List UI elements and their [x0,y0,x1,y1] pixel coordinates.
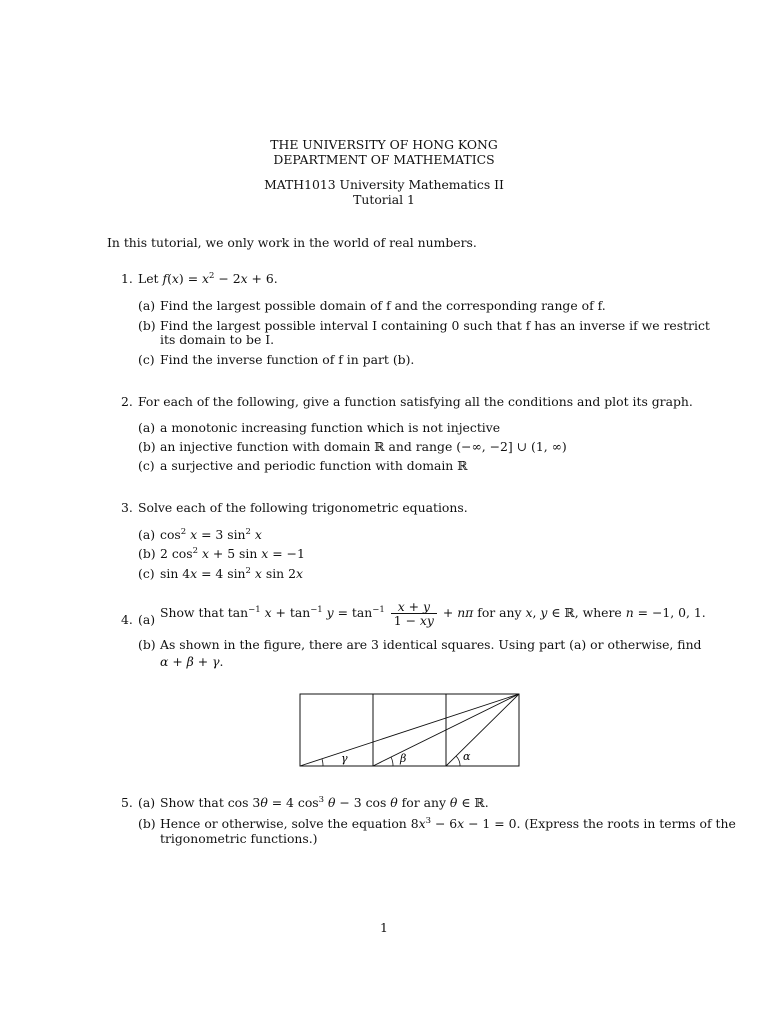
label-beta: β [400,752,407,765]
question-number: 3. [121,500,133,515]
part-text-continued: its domain to be I. [160,332,275,347]
question-number: 4. [121,612,133,627]
part-text: Hence or otherwise, solve the equation $8x^3 - 6x - 1 = 0$. (Express the roots in terms of the [160,816,736,831]
part-label: (c) [138,458,155,473]
part-label: (b) [138,439,156,454]
part-label: (a) [138,298,156,313]
question-stem: Solve each of the following trigonometric equations. [138,500,468,515]
part-text: Find the largest possible domain of f and the corresponding range of f. [160,298,606,313]
question-stem: Let $f(x) = x^2 - 2x + 6$. [138,271,278,286]
part-text: Show that $\tan^{-1} x + \tan^{-1} y = \tan^{-1}$ $\frac{x + y}{1 - xy}$ + nπ for any x, y ∈ ℝ, where n = −1, 0, 1. [160,599,706,628]
label-alpha: α [463,750,471,763]
part-text: Find the largest possible interval I containing 0 such that f has an inverse if we restrict [160,318,710,333]
three-squares-figure [295,690,525,770]
part-text: Find the inverse function of f in part (b). [160,352,415,367]
part-text: Show that cos 3θ = 4 $\cos^3 \theta - 3$ cos θ for any θ ∈ ℝ. [160,795,489,810]
part-label: (c) [138,352,155,367]
part-label: (a) [138,527,156,542]
angle-arc-alpha [456,756,460,766]
part-text: an injective function with domain ℝ and range (−∞, −2] ∪ (1, ∞) [160,439,567,454]
diagonal-gamma [300,694,519,766]
part-label: (b) [138,816,156,831]
part-text-continued: α + β + γ. [160,654,224,669]
part-text: a monotonic increasing function which is not injective [160,420,501,435]
diagonal-alpha [446,694,519,766]
part-label: (b) [138,637,156,652]
course-title: MATH1013 University Mathematics II [264,177,504,192]
university-name: THE UNIVERSITY OF HONG KONG [270,137,498,152]
label-gamma: γ [341,752,348,765]
part-text-continued: trigonometric functions.) [160,831,318,846]
part-label: (b) [138,546,156,561]
part-label: (c) [138,566,155,581]
fraction: $\frac{x + y}{1 - xy}$ [391,600,437,627]
part-text: $\cos^2 x = 3$ $\sin^2 x$ [160,527,262,542]
page-number: 1 [380,920,388,935]
part-text: a surjective and periodic function with domain ℝ [160,458,468,473]
department-name: DEPARTMENT OF MATHEMATICS [273,152,495,167]
part-label: (b) [138,318,156,333]
angle-arc-gamma [322,759,323,766]
question-number: 1. [121,271,133,286]
intro-text: In this tutorial, we only work in the world of real numbers. [107,235,477,250]
part-text: sin 4x = 4 $\sin^2 x$ sin 2x [160,566,303,581]
part-text: 2 $\cos^2 x + 5$ sin x = −1 [160,546,305,561]
part-label: (a) [138,612,156,627]
question-number: 5. [121,795,133,810]
part-label: (a) [138,420,156,435]
angle-arc-beta [391,757,393,766]
question-number: 2. [121,394,133,409]
part-label: (a) [138,795,156,810]
part-text: As shown in the figure, there are 3 identical squares. Using part (a) or otherwise, find [160,637,702,652]
question-stem: For each of the following, give a function satisfying all the conditions and plot its graph. [138,394,693,409]
tutorial-title: Tutorial 1 [353,192,415,207]
